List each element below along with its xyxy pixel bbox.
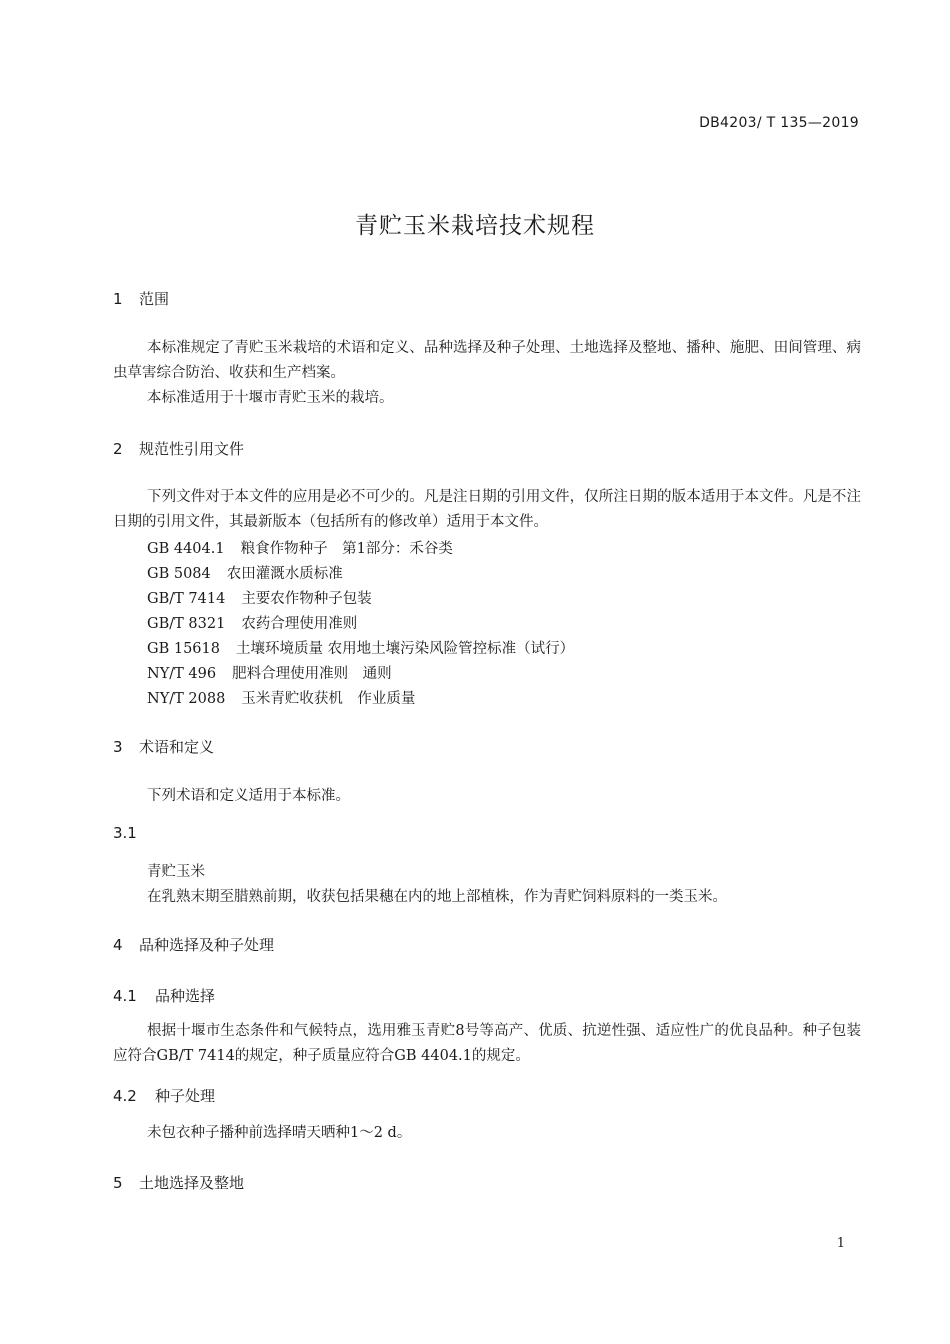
section-3-paragraph-1: 下列术语和定义适用于本标准。: [147, 788, 350, 804]
reference-item: [147, 662, 392, 683]
section-4-heading: [113, 934, 274, 955]
section-title: 术语和定义: [139, 738, 215, 756]
subsection-4-1-paragraph: 根据十堰市生态条件和气候特点，选用雅玉青贮8号等高产、优质、抗逆性强、适应性广的优良品种。种子包装应符合GB/T 7414的规定，种子质量应符合GB 4404.1的规定。: [113, 1023, 861, 1064]
page-number: 1: [836, 1236, 845, 1251]
reference-title: 肥料合理使用准则 通则: [232, 666, 392, 682]
term-definition: 在乳熟末期至腊熟前期，收获包括果穗在内的地上部植株，作为青贮饲料原料的一类玉米。: [147, 889, 727, 905]
subsection-4-2-paragraph: 未包衣种子播种前选择晴天晒种1～2 d。: [147, 1125, 412, 1141]
subsection-title: 品种选择: [155, 987, 216, 1005]
subsection-title: 种子处理: [155, 1087, 216, 1105]
reference-item: [147, 637, 574, 658]
section-2-heading: [113, 438, 244, 459]
standard-code: DB4203/ T 135—2019: [699, 115, 859, 131]
section-number: 4: [113, 936, 123, 954]
subsection-4-1-heading: [113, 985, 215, 1006]
document-title: 青贮玉米栽培技术规程: [355, 213, 595, 239]
section-number: 3: [113, 738, 123, 756]
subsection-number: 4.1: [113, 987, 137, 1005]
section-2-paragraph-1: 下列文件对于本文件的应用是必不可少的。凡是注日期的引用文件，仅所注日期的版本适用于本文件。凡是不注日期的引用文件，其最新版本（包括所有的修改单）适用于本文件。: [113, 489, 861, 530]
subsection-4-2-heading: [113, 1085, 215, 1106]
reference-title: 土壤环境质量 农用地土壤污染风险管控标准（试行）: [235, 641, 575, 657]
reference-item: [147, 537, 453, 558]
section-title: 品种选择及种子处理: [139, 936, 275, 954]
reference-code: NY/T 2088: [147, 691, 226, 707]
reference-title: 农田灌溉水质标准: [226, 566, 343, 582]
term-name: 青贮玉米: [147, 864, 205, 880]
reference-code: GB/T 8321: [147, 616, 226, 632]
section-title: 范围: [139, 290, 170, 308]
reference-item: [147, 587, 372, 608]
reference-code: GB 5084: [147, 566, 211, 582]
section-number: 5: [113, 1174, 123, 1192]
section-title: 规范性引用文件: [139, 440, 245, 458]
reference-title: 农药合理使用准则: [241, 616, 358, 632]
section-number: 2: [113, 440, 123, 458]
reference-code: GB 15618: [147, 641, 220, 657]
reference-title: 玉米青贮收获机 作业质量: [241, 691, 416, 707]
section-1-paragraph-2: 本标准适用于十堰市青贮玉米的栽培。: [147, 390, 394, 406]
section-1-paragraph-1: 本标准规定了青贮玉米栽培的术语和定义、品种选择及种子处理、土地选择及整地、播种、施肥、田间管理、病虫草害综合防治、收获和生产档案。: [113, 340, 861, 381]
reference-title: 粮食作物种子 第1部分：禾谷类: [240, 541, 453, 557]
section-title: 土地选择及整地: [139, 1174, 245, 1192]
reference-code: GB/T 7414: [147, 591, 226, 607]
reference-item: [147, 562, 343, 583]
section-1-heading: [113, 288, 169, 309]
reference-code: NY/T 496: [147, 666, 217, 682]
section-5-heading: [113, 1172, 244, 1193]
section-3-heading: [113, 736, 214, 757]
reference-code: GB 4404.1: [147, 541, 225, 557]
subsection-number: 4.2: [113, 1087, 137, 1105]
reference-item: [147, 612, 357, 633]
section-number: 1: [113, 290, 123, 308]
reference-item: [147, 687, 415, 708]
reference-title: 主要农作物种子包装: [241, 591, 372, 607]
term-number: 3.1: [113, 824, 137, 842]
